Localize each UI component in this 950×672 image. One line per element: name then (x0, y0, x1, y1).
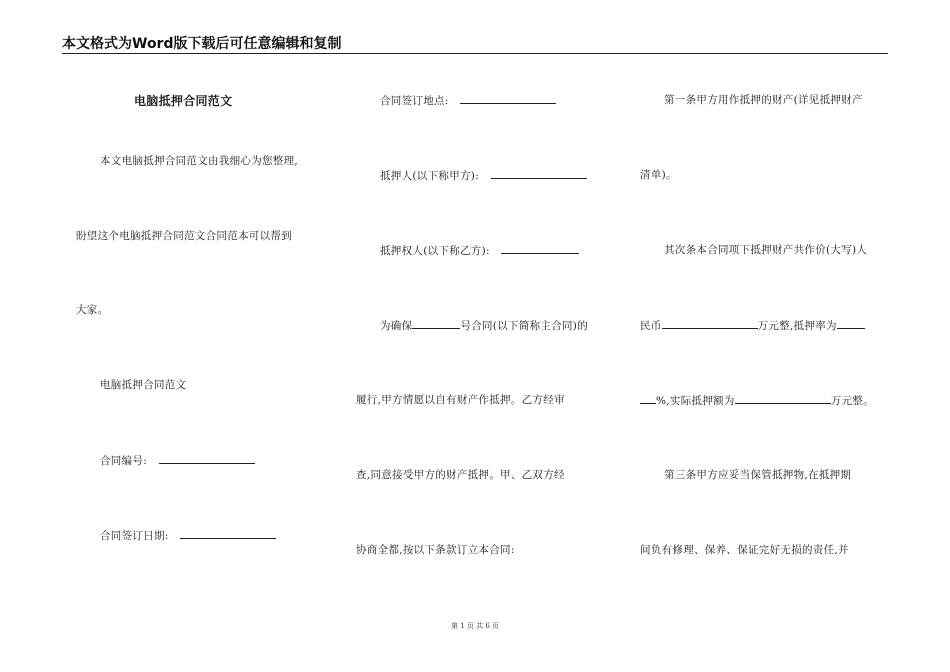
contract-number-row (100, 452, 255, 469)
rate-blank-part-1 (837, 317, 865, 329)
text-column-3 (640, 0, 902, 672)
mortgagee-label: 抵押权人(以下称乙方): (380, 245, 490, 257)
clause-line-b: 履行,甲方情愿以自有财产作抵押。乙方经审 (356, 394, 565, 406)
contract-ref-blank (412, 317, 460, 329)
clause-line-c: 查,同意接受甲方的财产抵押。甲、乙双方经 (356, 469, 565, 481)
mortgagee-blank (501, 242, 579, 254)
contract-number-label: 合同编号: (100, 455, 148, 467)
article-3-line-1: 第三条甲方应妥当保管抵押物,在抵押期 (664, 469, 852, 481)
sign-place-row (380, 92, 556, 109)
clause-line-d: 协商全都,按以下条款订立本合同: (356, 544, 515, 556)
sign-date-row (100, 527, 276, 544)
rate-blank-part-2 (640, 392, 656, 404)
text-column-1 (62, 0, 334, 672)
mortgagor-label: 抵押人(以下称甲方): (380, 170, 480, 182)
amount-unit: 万元整。 (830, 395, 874, 407)
sign-place-blank (460, 92, 556, 104)
rate-label: 万元整,抵押率为 (757, 320, 837, 332)
mortgagee-row (380, 242, 579, 259)
guarantee-clause-row (380, 317, 588, 334)
article-1-line-2: 清单)。 (640, 169, 677, 181)
currency-label: 民币 (640, 320, 662, 332)
article-2-line-1: 其次条本合同项下抵押财产共作价(大写)人 (664, 244, 868, 256)
mortgagor-blank (491, 167, 587, 179)
article-1-line-1: 第一条甲方用作抵押的财产(详见抵押财产 (664, 94, 863, 106)
actual-amount-blank (735, 392, 831, 404)
guarantee-suffix: 号合同(以下简称主合同)的 (460, 320, 588, 332)
article-3-line-2: 间负有修理、保养、保证完好无损的责任,并 (640, 544, 849, 556)
intro-line-2: 盼望这个电脑抵押合同范文合同范本可以帮到 (76, 230, 292, 242)
text-column-2 (356, 0, 626, 672)
contract-number-blank (159, 452, 255, 464)
guarantee-prefix: 为确保 (380, 320, 413, 332)
sign-date-label: 合同签订日期: (100, 530, 169, 542)
page-indicator: 第 1 页 共 6 页 (450, 622, 500, 630)
intro-line-1: 本文电脑抵押合同范文由我细心为您整理, (100, 155, 299, 167)
valuation-blank (662, 317, 758, 329)
actual-amount-label: %,实际抵押额为 (656, 395, 735, 407)
intro-line-3: 大家。 (76, 304, 109, 316)
document-title: 电脑抵押合同范文 (134, 94, 233, 108)
article-2-line-3 (640, 392, 874, 409)
sign-place-label: 合同签订地点: (380, 95, 449, 107)
document-header-banner: 本文格式为Word版下载后可任意编辑和复制 (62, 36, 342, 52)
sign-date-blank (180, 527, 276, 539)
contract-subtitle: 电脑抵押合同范文 (100, 379, 187, 391)
article-2-line-2 (640, 317, 865, 334)
mortgagor-row (380, 167, 587, 184)
